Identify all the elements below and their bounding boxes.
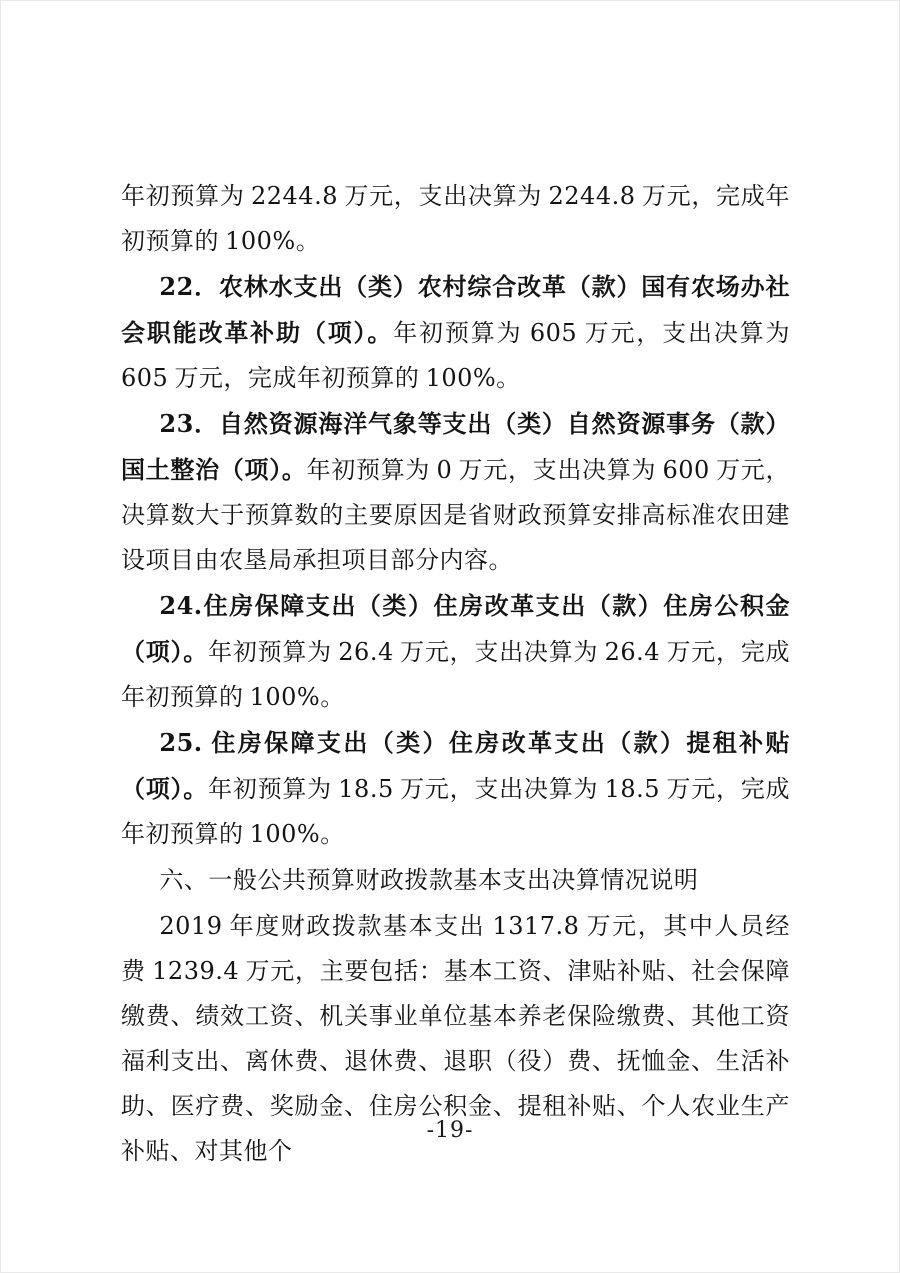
section-six-heading-text: 六、一般公共预算财政拨款基本支出决算情况说明 [159,866,699,894]
paragraph-basic-expenditure-text: 2019 年度财政拨款基本支出 1317.8 万元，其中人员经费 1239.4 万元，主要包括：基本工资、津贴补贴、社会保障缴费、绩效工资、机关事业单位基本养老保险缴费、其他工资福利支出、离休费、退休费、退职（役）费、抚恤金、生活补助、医疗费、奖励金、住房公积金、提租补贴、个人农业生产补贴、对其他个 [121,912,790,1165]
paragraph-item-23-heading: 23．自然资源海洋气象等支出（类）自然资源事务（款）国土整治（项）。 [121,409,790,484]
paragraph-item-24-heading: 24.住房保障支出（类）住房改革支出（款）住房公积金（项）。 [121,591,790,666]
paragraph-item-24-text: 年初预算为 26.4 万元，支出决算为 26.4 万元，完成年初预算的 100%。 [121,638,791,711]
paragraph-item-25 [121,720,790,857]
paragraph-item-22-heading: 22．农林水支出（类）农村综合改革（款）国有农场办社会职能改革补助（项）。 [121,272,790,347]
paragraph-item-25-heading: 25. 住房保障支出（类）住房改革支出（款）提租补贴（项）。 [121,728,790,803]
paragraph-item-25-text: 年初预算为 18.5 万元，支出决算为 18.5 万元，完成年初预算的 100%。 [121,775,791,848]
page-number: -19- [426,1118,474,1143]
paragraph-item-23-text: 年初预算为 0 万元，支出决算为 600 万元，决算数大于预算数的主要原因是省财政预算安排高标准农田建设项目由农垦局承担项目部分内容。 [121,456,791,574]
paragraph-item-22 [121,264,790,401]
section-six-heading [121,857,790,903]
paragraph-continued-text: 年初预算为 2244.8 万元，支出决算为 2244.8 万元，完成年初预算的 100%。 [121,182,790,255]
paragraph-item-23 [121,401,790,583]
paragraph-item-22-text: 年初预算为 605 万元，支出决算为 605 万元，完成年初预算的 100%。 [121,319,791,392]
paragraph-item-24 [121,583,790,720]
paragraph-continued [121,173,790,264]
